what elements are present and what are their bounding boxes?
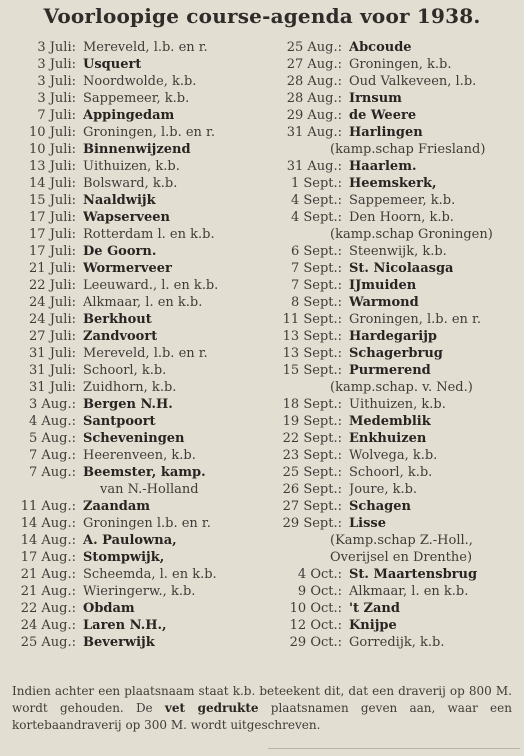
- entry-place: Sappemeer, k.b.: [83, 91, 190, 106]
- entry-date: 31 Juli:: [29, 363, 76, 378]
- entry-place: Oud Valkeveen, l.b.: [349, 74, 477, 89]
- agenda-entry: [8, 141, 266, 158]
- entry-date: 17 Juli:: [29, 210, 76, 225]
- entry-place: Den Hoorn, k.b.: [349, 210, 454, 225]
- entry-place: Mereveld, l.b. en r.: [83, 40, 208, 55]
- entry-date: 21 Aug.:: [20, 567, 76, 582]
- agenda-entry: [8, 90, 266, 107]
- agenda-entry: [266, 345, 516, 362]
- entry-place: de Weere: [349, 108, 417, 123]
- agenda-entry: [8, 634, 266, 651]
- entry-place: Groningen, k.b.: [349, 57, 452, 72]
- entry-date: 31 Aug.:: [286, 125, 342, 140]
- agenda-entry: [266, 634, 516, 651]
- entry-place: Zaandam: [83, 499, 151, 514]
- entry-date: 13 Juli:: [29, 159, 76, 174]
- agenda-entry: [8, 277, 266, 294]
- entry-place: Laren N.H.,: [83, 618, 167, 633]
- agenda-entry: [266, 617, 516, 634]
- agenda-entry: [8, 566, 266, 583]
- entry-date: 4 Oct.:: [297, 567, 342, 582]
- entry-place: Mereveld, l.b. en r.: [83, 346, 208, 361]
- entry-place: A. Paulowna,: [83, 533, 177, 548]
- agenda-entry: [8, 379, 266, 396]
- entry-date: 3 Aug.:: [29, 397, 76, 412]
- agenda-entry: [266, 311, 516, 328]
- entry-date: 9 Oct.:: [297, 584, 342, 599]
- entry-note: (kamp.schap Groningen): [330, 227, 493, 242]
- entry-date: 29 Oct.:: [289, 635, 342, 650]
- entry-date: 1 Sept.:: [290, 176, 342, 191]
- entry-place: Medemblik: [349, 414, 431, 429]
- entry-place: Santpoort: [83, 414, 156, 429]
- entry-place: Knijpe: [349, 618, 397, 633]
- entry-date: 7 Sept.:: [290, 278, 342, 293]
- entry-date: 28 Aug.:: [286, 91, 342, 106]
- entry-place: Gorredijk, k.b.: [349, 635, 445, 650]
- entry-place: Beemster, kamp.: [83, 465, 206, 480]
- agenda-entry: [266, 56, 516, 73]
- agenda-entry: [266, 260, 516, 277]
- entry-place: Usquert: [83, 57, 142, 72]
- agenda-entry: [266, 447, 516, 464]
- agenda-entry: [8, 56, 266, 73]
- entry-date: 17 Juli:: [29, 244, 76, 259]
- agenda-entry: [8, 549, 266, 566]
- agenda-entry: [8, 73, 266, 90]
- entry-date: 31 Juli:: [29, 346, 76, 361]
- entry-place: Warmond: [349, 295, 419, 310]
- entry-place: Alkmaar, l. en k.b.: [83, 295, 203, 310]
- agenda-entry: [8, 413, 266, 430]
- entry-date: 10 Oct.:: [289, 601, 342, 616]
- agenda-entry: [8, 175, 266, 192]
- entry-date: 13 Sept.:: [282, 329, 342, 344]
- left-column: [8, 39, 266, 651]
- page-title: Voorloopige course-agenda voor 1938.: [43, 4, 481, 28]
- entry-place: Uithuizen, k.b.: [83, 159, 180, 174]
- entry-date: 22 Aug.:: [20, 601, 76, 616]
- agenda-entry: [266, 583, 516, 600]
- entry-place: Rotterdam l. en k.b.: [83, 227, 215, 242]
- entry-place: Groningen, l.b. en r.: [83, 125, 215, 140]
- entry-place: Joure, k.b.: [349, 482, 418, 497]
- agenda-entry: [266, 158, 516, 175]
- agenda-entry: [266, 107, 516, 124]
- agenda-entry: [8, 294, 266, 311]
- agenda-entry: [266, 515, 516, 532]
- entry-place: 't Zand: [349, 601, 400, 616]
- entry-place: Wapserveen: [83, 210, 170, 225]
- entry-date: 7 Aug.:: [29, 448, 76, 463]
- entry-place: Wormerveer: [83, 261, 172, 276]
- agenda-entry: [266, 396, 516, 413]
- entry-date: 14 Juli:: [29, 176, 76, 191]
- agenda-entry: [266, 294, 516, 311]
- entry-date: 3 Juli:: [37, 57, 76, 72]
- entry-place: Enkhuizen: [349, 431, 427, 446]
- agenda-entry: [266, 362, 516, 379]
- entry-date: 8 Sept.:: [290, 295, 342, 310]
- entry-place: Groningen, l.b. en r.: [349, 312, 481, 327]
- entry-date: 7 Sept.:: [290, 261, 342, 276]
- entry-place: Bergen N.H.: [83, 397, 173, 412]
- divider-line: [268, 748, 520, 749]
- entry-date: 25 Aug.:: [286, 40, 342, 55]
- entry-place: St. Nicolaasga: [349, 261, 454, 276]
- entry-date: 3 Juli:: [37, 40, 76, 55]
- footer-note: [12, 683, 512, 734]
- entry-date: 24 Juli:: [29, 295, 76, 310]
- right-column: [266, 39, 516, 651]
- agenda-entry: [8, 515, 266, 532]
- entry-date: 6 Sept.:: [290, 244, 342, 259]
- entry-date: 22 Sept.:: [282, 431, 342, 446]
- entry-note: (kamp.schap Friesland): [330, 142, 486, 157]
- entry-date: 25 Aug.:: [20, 635, 76, 650]
- agenda-entry: [8, 192, 266, 209]
- entry-date: 15 Juli:: [29, 193, 76, 208]
- entry-date: 21 Aug.:: [20, 584, 76, 599]
- agenda-entry: [266, 498, 516, 515]
- entry-place: Heemskerk,: [349, 176, 437, 191]
- entry-date: 4 Sept.:: [290, 193, 342, 208]
- entry-place: Uithuizen, k.b.: [349, 397, 446, 412]
- entry-date: 28 Aug.:: [286, 74, 342, 89]
- entry-date: 21 Juli:: [29, 261, 76, 276]
- agenda-entry: [266, 464, 516, 481]
- entry-date: 3 Juli:: [37, 91, 76, 106]
- entry-place: Haarlem.: [349, 159, 417, 174]
- entry-place: Naaldwijk: [83, 193, 156, 208]
- agenda-entry: [266, 175, 516, 192]
- agenda-entry: [8, 396, 266, 413]
- entry-place: Scheemda, l. en k.b.: [83, 567, 217, 582]
- agenda-entry: [266, 430, 516, 447]
- entry-date: 11 Sept.:: [282, 312, 342, 327]
- entry-date: 7 Aug.:: [29, 465, 76, 480]
- agenda-entry: [8, 328, 266, 345]
- entry-date: 26 Sept.:: [282, 482, 342, 497]
- agenda-entry: [8, 260, 266, 277]
- agenda-entry: [266, 566, 516, 583]
- entry-place: Obdam: [83, 601, 135, 616]
- agenda-entry: [8, 124, 266, 141]
- agenda-entry: [8, 362, 266, 379]
- agenda-entry: [8, 39, 266, 56]
- entry-date: 13 Sept.:: [282, 346, 342, 361]
- entry-date: 17 Aug.:: [20, 550, 76, 565]
- agenda-entry: [8, 209, 266, 226]
- entry-place: Noordwolde, k.b.: [83, 74, 197, 89]
- entry-place: Wolvega, k.b.: [349, 448, 438, 463]
- entry-date: 11 Aug.:: [20, 499, 76, 514]
- entry-date: 27 Aug.:: [286, 57, 342, 72]
- agenda-entry: [8, 498, 266, 515]
- agenda-entry: [266, 277, 516, 294]
- agenda-entry: [8, 345, 266, 362]
- footer-text-2: plaatsnamen geven aan, waar een kortebaandraverij op 300 M. wordt uitgeschreven.: [12, 701, 512, 732]
- agenda-entry: [8, 243, 266, 260]
- entry-place: Appingedam: [83, 108, 175, 123]
- entry-date: 17 Juli:: [29, 227, 76, 242]
- entry-place: Lisse: [349, 516, 386, 531]
- agenda-entry: [266, 192, 516, 209]
- entry-date: 3 Juli:: [37, 74, 76, 89]
- entry-place: Schagen: [349, 499, 411, 514]
- entry-place: De Goorn.: [83, 244, 157, 259]
- agenda-entry: [266, 209, 516, 226]
- entry-note: Overijsel en Drenthe): [330, 550, 473, 565]
- agenda-entry: [266, 481, 516, 498]
- agenda-entry: [266, 39, 516, 56]
- entry-date: 5 Aug.:: [29, 431, 76, 446]
- entry-note: (Kamp.schap Z.-Holl.,: [330, 533, 473, 548]
- entry-date: 4 Sept.:: [290, 210, 342, 225]
- agenda-entry: [266, 413, 516, 430]
- entry-place: Harlingen: [349, 125, 423, 140]
- entry-date: 25 Sept.:: [282, 465, 342, 480]
- agenda-entry: [8, 532, 266, 549]
- entry-place: IJmuiden: [349, 278, 417, 293]
- entry-place: Steenwijk, k.b.: [349, 244, 447, 259]
- entry-date: 14 Aug.:: [20, 516, 76, 531]
- entry-date: 4 Aug.:: [29, 414, 76, 429]
- agenda-entry: [266, 90, 516, 107]
- agenda-entry: [266, 328, 516, 345]
- agenda-entry: [8, 447, 266, 464]
- entry-place: Schoorl, k.b.: [83, 363, 167, 378]
- entry-date: 7 Juli:: [37, 108, 76, 123]
- entry-place: Binnenwijzend: [83, 142, 191, 157]
- agenda-entry: [8, 617, 266, 634]
- entry-place: Irnsum: [349, 91, 402, 106]
- entry-note: van N.-Holland: [100, 482, 199, 497]
- entry-place: Zuidhorn, k.b.: [83, 380, 177, 395]
- entry-note: (kamp.schap. v. Ned.): [330, 380, 473, 395]
- entry-place: Heerenveen, k.b.: [83, 448, 196, 463]
- agenda-entry: [266, 73, 516, 90]
- entry-date: 29 Aug.:: [286, 108, 342, 123]
- entry-date: 27 Juli:: [29, 329, 76, 344]
- agenda-entry: [8, 430, 266, 447]
- entry-date: 24 Juli:: [29, 312, 76, 327]
- entry-date: 24 Aug.:: [20, 618, 76, 633]
- entry-date: 29 Sept.:: [282, 516, 342, 531]
- entry-date: 12 Oct.:: [289, 618, 342, 633]
- entry-date: 10 Juli:: [29, 142, 76, 157]
- entry-place: Beverwijk: [83, 635, 155, 650]
- entry-date: 15 Sept.:: [282, 363, 342, 378]
- entry-place: Zandvoort: [83, 329, 158, 344]
- entry-date: 31 Juli:: [29, 380, 76, 395]
- entry-date: 22 Juli:: [29, 278, 76, 293]
- footer-text-1: Indien achter een plaatsnaam staat k.b. beteekent dit, dat een draverij op 800 M. wordt gehouden. De: [12, 684, 512, 715]
- agenda-entry: [8, 600, 266, 617]
- entry-place: Hardegarijp: [349, 329, 438, 344]
- agenda-entry: [8, 464, 266, 481]
- entry-place: Scheveningen: [83, 431, 185, 446]
- entry-place: Sappemeer, k.b.: [349, 193, 456, 208]
- entry-place: Wieringerw., k.b.: [83, 584, 196, 599]
- agenda-entry: [266, 124, 516, 141]
- agenda-entry: [8, 311, 266, 328]
- entry-date: 27 Sept.:: [282, 499, 342, 514]
- entry-place: Leeuward., l. en k.b.: [83, 278, 219, 293]
- entry-place: Alkmaar, l. en k.b.: [349, 584, 469, 599]
- entry-date: 23 Sept.:: [282, 448, 342, 463]
- entry-place: Berkhout: [83, 312, 152, 327]
- entry-place: St. Maartensbrug: [349, 567, 478, 582]
- agenda-entry: [266, 600, 516, 617]
- entry-date: 18 Sept.:: [282, 397, 342, 412]
- entry-place: Purmerend: [349, 363, 431, 378]
- entry-place: Stompwijk,: [83, 550, 165, 565]
- entry-date: 19 Sept.:: [282, 414, 342, 429]
- entry-place: Schoorl, k.b.: [349, 465, 433, 480]
- entry-place: Bolsward, k.b.: [83, 176, 178, 191]
- entry-place: Abcoude: [349, 40, 412, 55]
- agenda-entry: [8, 107, 266, 124]
- entry-place: Groningen l.b. en r.: [83, 516, 211, 531]
- agenda-entry: [8, 583, 266, 600]
- entry-date: 10 Juli:: [29, 125, 76, 140]
- footer-text-bold: vet gedrukte: [164, 701, 259, 715]
- entry-place: Schagerbrug: [349, 346, 443, 361]
- entry-date: 31 Aug.:: [286, 159, 342, 174]
- agenda-entry: [8, 158, 266, 175]
- agenda-entry: [8, 226, 266, 243]
- entry-date: 14 Aug.:: [20, 533, 76, 548]
- agenda-entry: [266, 243, 516, 260]
